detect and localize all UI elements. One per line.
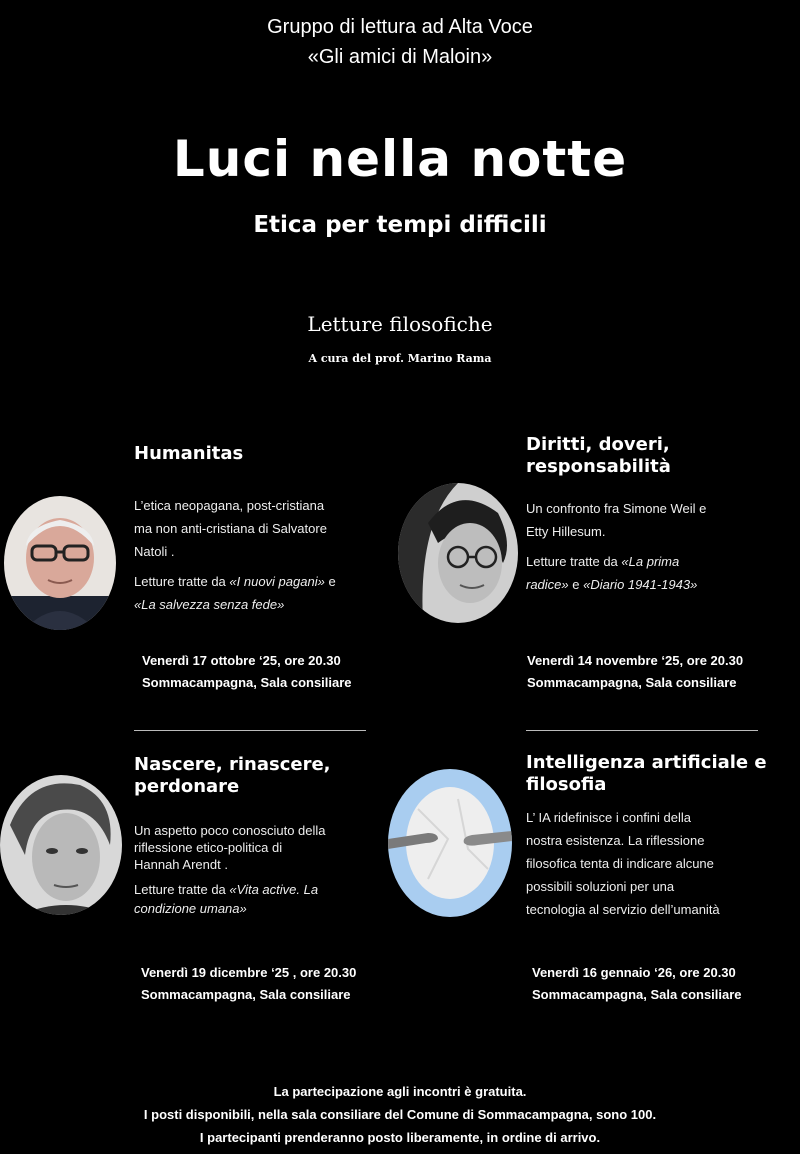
footer-line: I posti disponibili, nella sala consiliare del Comune di Sommacampagna, sono 100. [143,1107,657,1122]
footer-line: La partecipazione agli incontri è gratuita. [273,1084,527,1099]
event4-schedule: Venerdì 16 gennaio ‘26, ore 20.30 Sommacampagna, Sala consiliare [532,965,742,1002]
event1-description: L’etica neopagana, post-cristiana ma non anti-cristiana di Salvatore Natoli . [134,498,327,559]
group-name: Gruppo di lettura ad Alta Voce [267,16,533,38]
event4-description: L’ IA ridefinisce i confini della nostra esistenza. La riflessione filosofica tenta di indicare alcune possibili soluzioni per una tecnologia al servizio dell’umanità [526,810,720,917]
event3-title: Nascere, rinascere, perdonare [134,754,331,797]
curator-line: A cura del prof. Marino Rama [308,352,492,365]
event3-readings: Letture tratte da «Vita active. La condizione umana» [134,882,319,916]
event4-title: Intelligenza artificiale e filosofia [526,752,767,795]
event2-readings: Letture tratte da «La prima radice» e «Diario 1941-1943» [526,554,698,592]
separator-right [526,730,758,731]
event3-schedule: Venerdì 19 dicembre ‘25 , ore 20.30 Sommacampagna, Sala consiliare [141,965,357,1002]
poster-subtitle: Etica per tempi difficili [253,212,547,238]
portrait-natoli-icon [4,496,116,630]
event1-readings: Letture tratte da «I nuovi pagani» e «La salvezza senza fede» [134,574,336,612]
group-subname: «Gli amici di Maloin» [307,46,493,68]
event2-title: Diritti, doveri, responsabilità [526,434,671,477]
series-title: Letture filosofiche [307,312,493,336]
event2-schedule: Venerdì 14 novembre ‘25, ore 20.30 Sommacampagna, Sala consiliare [527,653,744,690]
portrait-weil-icon [398,483,518,623]
event2-description: Un confronto fra Simone Weil e Etty Hillesum. [526,501,707,539]
event1-title: Humanitas [134,443,244,464]
event3-description: Un aspetto poco conosciuto della riflessione etico-politica di Hannah Arendt . [134,823,326,872]
footer-line: I partecipanti prenderanno posto liberamente, in ordine di arrivo. [199,1130,601,1145]
separator-left [134,730,366,731]
poster-title: Luci nella notte [172,130,628,188]
ai-hands-illustration-icon [388,769,512,917]
event1-schedule: Venerdì 17 ottobre ‘25, ore 20.30 Sommacampagna, Sala consiliare [142,653,352,690]
portrait-arendt-icon [0,775,122,915]
footer-notes [0,1080,800,1149]
